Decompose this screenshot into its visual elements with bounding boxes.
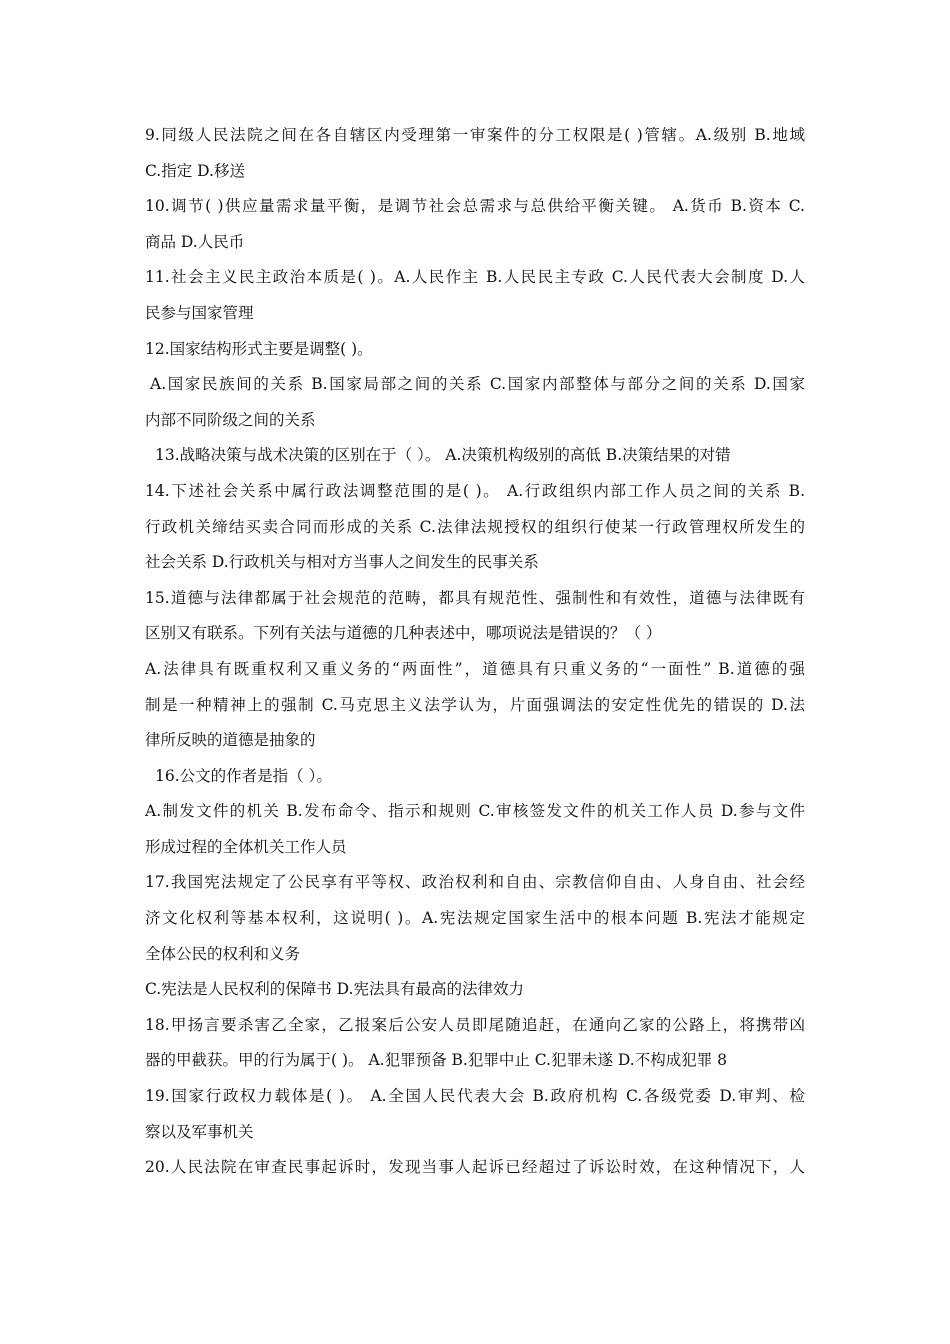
text-line: 内部不同阶级之间的关系 — [145, 410, 316, 429]
text-line: 19.国家行政权力载体是( )。 A.全国人民代表大会 B.政府机构 C.各级党委 D.审判、检 — [145, 1087, 805, 1106]
text-line: 全体公民的权利和义务 — [145, 944, 301, 963]
text-line: 10.调节( )供应量需求量平衡，是调节社会总需求与总供给平衡关键。 A.货币 B.资本 C. — [145, 197, 805, 216]
text-line: 15.道德与法律都属于社会规范的范畴，都具有规范性、强制性和有效性，道德与法律既有 — [145, 588, 805, 607]
text-line: 20.人民法院在审查民事起诉时，发现当事人起诉已经超过了诉讼时效，在这种情况下，人 — [145, 1158, 805, 1177]
text-line: 16.公文的作者是指（ ）。 — [155, 766, 332, 785]
text-line: 18.甲扬言要杀害乙全家，乙报案后公安人员即尾随追赶，在通向乙家的公路上，将携带凶 — [145, 1015, 805, 1034]
question-text-block — [145, 118, 805, 1186]
text-line: 9.同级人民法院之间在各自辖区内受理第一审案件的分工权限是( )管辖。A.级别 B.地域 — [145, 126, 805, 144]
text-line: 商品 D.人民币 — [145, 232, 245, 251]
text-line: 民参与国家管理 — [145, 303, 254, 322]
text-line: A.法律具有既重权利又重义务的“两面性”，道德具有只重义务的“一面性” B.道德的强 — [145, 659, 805, 678]
text-line: 17.我国宪法规定了公民享有平等权、政治权利和自由、宗教信仰自由、人身自由、社会经 — [145, 873, 805, 892]
text-line: A.国家民族间的关系 B.国家局部之间的关系 C.国家内部整体与部分之间的关系 D.国家 — [150, 375, 805, 394]
text-line: 律所反映的道德是抽象的 — [145, 731, 316, 750]
text-line: C.宪法是人民权利的保障书 D.宪法具有最高的法律效力 — [145, 980, 524, 999]
text-line: 形成过程的全体机关工作人员 — [145, 837, 347, 856]
text-line: 察以及军事机关 — [145, 1122, 254, 1141]
text-line: 13.战略决策与战术决策的区别在于（ ）。 A.决策机构级别的高低 B.决策结果的对错 — [155, 446, 731, 465]
text-line: C.指定 D.移送 — [145, 161, 245, 180]
text-line: 区别又有联系。下列有关法与道德的几种表述中，哪项说法是错误的？（ ） — [145, 624, 662, 643]
text-line: A.制发文件的机关 B.发布命令、指示和规则 C.审核签发文件的机关工作人员 D.参与文件 — [145, 802, 805, 821]
text-line: 器的甲截获。甲的行为属于( )。 A.犯罪预备 B.犯罪中止 C.犯罪未遂 D.不构成犯罪 8 — [145, 1051, 727, 1070]
text-line: 制是一种精神上的强制 C.马克思主义法学认为，片面强调法的安定性优先的错误的 D.法 — [145, 695, 805, 714]
text-line: 11.社会主义民主政治本质是( )。A.人民作主 B.人民民主专政 C.人民代表大会制度 D.人 — [145, 268, 805, 287]
text-line: 行政机关缔结买卖合同而形成的关系 C.法律法规授权的组织行使某一行政管理权所发生的 — [145, 517, 805, 536]
text-line: 社会关系 D.行政机关与相对方当事人之间发生的民事关系 — [145, 553, 539, 572]
text-line: 济文化权利等基本权利，这说明( )。A.宪法规定国家生活中的根本问题 B.宪法才能规定 — [145, 909, 805, 928]
text-line: 14.下述社会关系中属行政法调整范围的是( )。 A.行政组织内部工作人员之间的关系 B. — [145, 481, 805, 500]
text-line: 12.国家结构形式主要是调整( )。 — [145, 339, 373, 358]
